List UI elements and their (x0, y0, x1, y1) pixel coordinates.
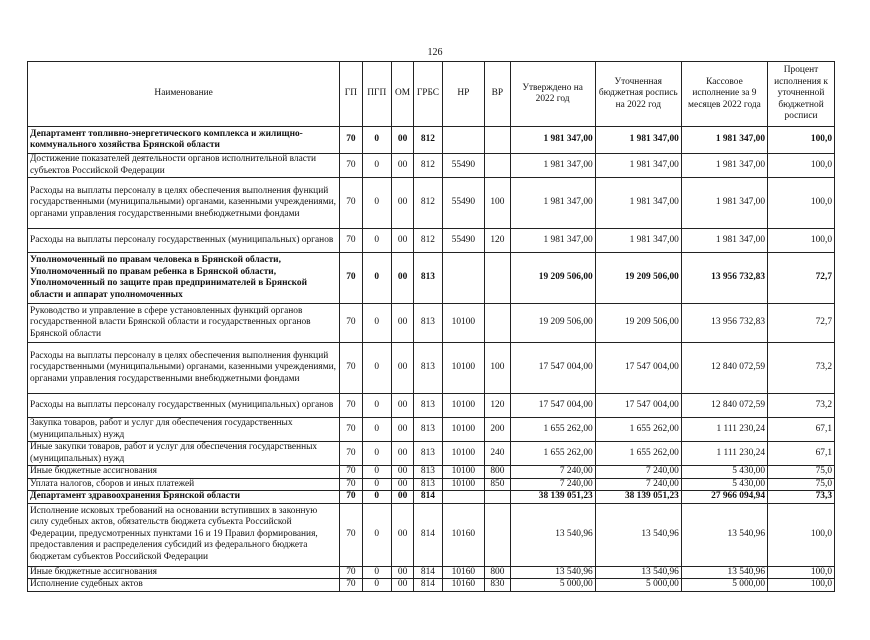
cell-percent: 100,0 (768, 127, 835, 154)
cell-name: Иные бюджетные ассигнования (28, 466, 340, 479)
cell-percent: 100,0 (768, 579, 835, 592)
cell-gp: 70 (340, 466, 362, 479)
table-row (28, 253, 835, 304)
cell-vr: 100 (485, 178, 510, 229)
cell-percent: 100,0 (768, 229, 835, 253)
cell-np (442, 491, 485, 504)
cell-approved: 38 139 051,23 (510, 491, 595, 504)
cell-refined: 7 240,00 (595, 466, 681, 479)
cell-refined: 1 981 347,00 (595, 127, 681, 154)
cell-ppgp: 0 (362, 579, 391, 592)
cell-cash: 27 966 094,94 (681, 491, 767, 504)
cell-cash: 1 981 347,00 (681, 154, 767, 178)
cell-om: 00 (391, 566, 413, 579)
table-row (28, 394, 835, 418)
cell-ppgp: 0 (362, 442, 391, 466)
cell-vr (485, 253, 510, 304)
cell-np: 10100 (442, 394, 485, 418)
cell-vr: 830 (485, 579, 510, 592)
cell-percent: 72,7 (768, 253, 835, 304)
table-row (28, 304, 835, 343)
cell-name: Уполномоченный по правам человека в Брянской области, Уполномоченный по правам ребенка в Брянской области, Уполномоченный по защите прав предпринимателей в Брянской области и аппарат уполномоченных (28, 253, 340, 304)
cell-approved: 13 540,96 (510, 503, 595, 566)
cell-om: 00 (391, 304, 413, 343)
cell-approved: 19 209 506,00 (510, 253, 595, 304)
cell-approved: 7 240,00 (510, 478, 595, 491)
table-body (28, 127, 835, 592)
table-row (28, 466, 835, 479)
cell-ppgp: 0 (362, 503, 391, 566)
cell-gp: 70 (340, 478, 362, 491)
cell-cash: 1 981 347,00 (681, 178, 767, 229)
cell-ppgp: 0 (362, 229, 391, 253)
cell-name: Департамент топливно-энергетического комплекса и жилищно-коммунального хозяйства Брянской области (28, 127, 340, 154)
cell-approved: 1 655 262,00 (510, 418, 595, 442)
cell-np: 10100 (442, 304, 485, 343)
cell-ppgp: 0 (362, 566, 391, 579)
cell-om: 00 (391, 579, 413, 592)
cell-grbs: 813 (414, 394, 442, 418)
table-header-row (28, 62, 835, 127)
cell-om: 00 (391, 343, 413, 394)
cell-ppgp: 0 (362, 304, 391, 343)
cell-np: 10100 (442, 478, 485, 491)
budget-execution-table (27, 61, 835, 592)
cell-name: Расходы на выплаты персоналу государственных (муниципальных) органов (28, 394, 340, 418)
cell-refined: 5 000,00 (595, 579, 681, 592)
cell-name: Расходы на выплаты персоналу государственных (муниципальных) органов (28, 229, 340, 253)
cell-vr (485, 503, 510, 566)
cell-gp: 70 (340, 394, 362, 418)
col-header-gp: ГП (340, 62, 362, 127)
cell-refined: 1 655 262,00 (595, 418, 681, 442)
cell-np: 10100 (442, 442, 485, 466)
cell-gp: 70 (340, 503, 362, 566)
cell-cash: 13 540,96 (681, 566, 767, 579)
cell-vr: 800 (485, 466, 510, 479)
cell-grbs: 813 (414, 478, 442, 491)
cell-refined: 17 547 004,00 (595, 343, 681, 394)
cell-om: 00 (391, 127, 413, 154)
cell-name: Иные закупки товаров, работ и услуг для обеспечения государственных (муниципальных) нужд (28, 442, 340, 466)
cell-cash: 1 981 347,00 (681, 229, 767, 253)
cell-approved: 13 540,96 (510, 566, 595, 579)
cell-np: 10100 (442, 466, 485, 479)
col-header-np: НР (442, 62, 485, 127)
cell-grbs: 813 (414, 253, 442, 304)
cell-grbs: 813 (414, 418, 442, 442)
table-row (28, 491, 835, 504)
cell-vr (485, 127, 510, 154)
cell-grbs: 814 (414, 566, 442, 579)
cell-ppgp: 0 (362, 418, 391, 442)
cell-cash: 5 430,00 (681, 466, 767, 479)
table-row (28, 154, 835, 178)
cell-np: 10160 (442, 503, 485, 566)
col-header-approved: Утверждено на 2022 год (510, 62, 595, 127)
cell-approved: 1 981 347,00 (510, 229, 595, 253)
col-header-om: ОМ (391, 62, 413, 127)
cell-gp: 70 (340, 178, 362, 229)
cell-vr: 120 (485, 229, 510, 253)
col-header-grbs: ГРБС (414, 62, 442, 127)
cell-percent: 100,0 (768, 154, 835, 178)
cell-vr: 850 (485, 478, 510, 491)
cell-gp: 70 (340, 154, 362, 178)
cell-approved: 1 981 347,00 (510, 154, 595, 178)
cell-vr: 120 (485, 394, 510, 418)
cell-om: 00 (391, 478, 413, 491)
cell-refined: 1 981 347,00 (595, 154, 681, 178)
cell-ppgp: 0 (362, 154, 391, 178)
cell-om: 00 (391, 491, 413, 504)
cell-om: 00 (391, 154, 413, 178)
cell-gp: 70 (340, 418, 362, 442)
cell-gp: 70 (340, 491, 362, 504)
cell-name: Уплата налогов, сборов и иных платежей (28, 478, 340, 491)
table-row (28, 127, 835, 154)
cell-ppgp: 0 (362, 253, 391, 304)
cell-ppgp: 0 (362, 178, 391, 229)
page-number: 126 (427, 47, 443, 58)
cell-ppgp: 0 (362, 491, 391, 504)
cell-gp: 70 (340, 253, 362, 304)
col-header-vr: ВР (485, 62, 510, 127)
cell-gp: 70 (340, 229, 362, 253)
cell-ppgp: 0 (362, 343, 391, 394)
cell-grbs: 813 (414, 343, 442, 394)
cell-cash: 13 956 732,83 (681, 253, 767, 304)
cell-name: Расходы на выплаты персоналу в целях обеспечения выполнения функций государственными (муниципальными) органами, казенными учреждениями, органами управления государственными внебюджетными фондами (28, 343, 340, 394)
cell-om: 00 (391, 418, 413, 442)
cell-vr: 800 (485, 566, 510, 579)
cell-approved: 1 981 347,00 (510, 127, 595, 154)
cell-approved: 19 209 506,00 (510, 304, 595, 343)
cell-np (442, 253, 485, 304)
cell-np: 10160 (442, 566, 485, 579)
col-header-ppgp: ПГП (362, 62, 391, 127)
cell-om: 00 (391, 394, 413, 418)
cell-refined: 19 209 506,00 (595, 304, 681, 343)
cell-np: 55490 (442, 154, 485, 178)
cell-cash: 5 430,00 (681, 478, 767, 491)
table-row (28, 503, 835, 566)
col-header-refined: Уточненная бюджетная роспись на 2022 год (595, 62, 681, 127)
table-row (28, 178, 835, 229)
cell-percent: 100,0 (768, 178, 835, 229)
cell-cash: 1 111 230,24 (681, 442, 767, 466)
cell-name: Руководство и управление в сфере установленных функций органов государственной власти Брянской области и государственных органов Брянской области (28, 304, 340, 343)
cell-refined: 13 540,96 (595, 566, 681, 579)
cell-percent: 67,1 (768, 442, 835, 466)
cell-name: Департамент здравоохранения Брянской области (28, 491, 340, 504)
cell-np (442, 127, 485, 154)
cell-name: Расходы на выплаты персоналу в целях обеспечения выполнения функций государственными (муниципальными) органами, казенными учреждениями, органами управления государственными внебюджетными фондами (28, 178, 340, 229)
cell-percent: 67,1 (768, 418, 835, 442)
cell-percent: 100,0 (768, 566, 835, 579)
table-row (28, 442, 835, 466)
cell-name: Достижение показателей деятельности органов исполнительной власти субъектов Российской Федерации (28, 154, 340, 178)
cell-om: 00 (391, 229, 413, 253)
cell-om: 00 (391, 253, 413, 304)
cell-ppgp: 0 (362, 466, 391, 479)
cell-grbs: 813 (414, 442, 442, 466)
cell-grbs: 812 (414, 178, 442, 229)
cell-np: 10100 (442, 343, 485, 394)
cell-grbs: 814 (414, 491, 442, 504)
cell-vr: 200 (485, 418, 510, 442)
cell-approved: 7 240,00 (510, 466, 595, 479)
cell-name: Исполнение исковых требований на основании вступивших в законную силу судебных актов, обязательств бюджета субъекта Российской Федерации, предусмотренных пунктами 16 и 19 Правил формирования, предоставления и распределения субсидий из федерального бюджета бюджетам субъектов Российской Федерации (28, 503, 340, 566)
cell-np: 10160 (442, 579, 485, 592)
cell-vr: 240 (485, 442, 510, 466)
cell-grbs: 812 (414, 229, 442, 253)
table-row (28, 566, 835, 579)
cell-om: 00 (391, 503, 413, 566)
cell-grbs: 812 (414, 127, 442, 154)
cell-cash: 13 956 732,83 (681, 304, 767, 343)
cell-gp: 70 (340, 127, 362, 154)
cell-refined: 1 981 347,00 (595, 229, 681, 253)
cell-approved: 17 547 004,00 (510, 394, 595, 418)
cell-ppgp: 0 (362, 394, 391, 418)
cell-grbs: 814 (414, 503, 442, 566)
cell-np: 55490 (442, 229, 485, 253)
cell-percent: 75,0 (768, 478, 835, 491)
cell-ppgp: 0 (362, 127, 391, 154)
cell-name: Иные бюджетные ассигнования (28, 566, 340, 579)
col-header-name: Наименование (28, 62, 340, 127)
table-row (28, 478, 835, 491)
cell-gp: 70 (340, 304, 362, 343)
cell-name: Закупка товаров, работ и услуг для обеспечения государственных (муниципальных) нужд (28, 418, 340, 442)
cell-refined: 38 139 051,23 (595, 491, 681, 504)
table-row (28, 418, 835, 442)
cell-ppgp: 0 (362, 478, 391, 491)
cell-cash: 1 981 347,00 (681, 127, 767, 154)
cell-vr (485, 154, 510, 178)
col-header-percent: Процент исполнения к уточненной бюджетной росписи (768, 62, 835, 127)
cell-percent: 73,2 (768, 343, 835, 394)
cell-percent: 100,0 (768, 503, 835, 566)
cell-grbs: 812 (414, 154, 442, 178)
cell-om: 00 (391, 466, 413, 479)
cell-cash: 12 840 072,59 (681, 343, 767, 394)
table-row (28, 579, 835, 592)
cell-percent: 73,2 (768, 394, 835, 418)
cell-grbs: 813 (414, 466, 442, 479)
cell-vr (485, 491, 510, 504)
cell-refined: 17 547 004,00 (595, 394, 681, 418)
cell-approved: 1 655 262,00 (510, 442, 595, 466)
cell-vr (485, 304, 510, 343)
table-row (28, 343, 835, 394)
cell-gp: 70 (340, 566, 362, 579)
col-header-cash: Кассовое исполнение за 9 месяцев 2022 года (681, 62, 767, 127)
cell-cash: 5 000,00 (681, 579, 767, 592)
cell-refined: 19 209 506,00 (595, 253, 681, 304)
cell-percent: 72,7 (768, 304, 835, 343)
cell-gp: 70 (340, 442, 362, 466)
cell-approved: 1 981 347,00 (510, 178, 595, 229)
cell-cash: 12 840 072,59 (681, 394, 767, 418)
cell-om: 00 (391, 442, 413, 466)
cell-om: 00 (391, 178, 413, 229)
cell-np: 10100 (442, 418, 485, 442)
cell-grbs: 813 (414, 304, 442, 343)
cell-vr: 100 (485, 343, 510, 394)
cell-gp: 70 (340, 343, 362, 394)
cell-refined: 1 981 347,00 (595, 178, 681, 229)
cell-cash: 1 111 230,24 (681, 418, 767, 442)
cell-refined: 13 540,96 (595, 503, 681, 566)
cell-approved: 5 000,00 (510, 579, 595, 592)
cell-cash: 13 540,96 (681, 503, 767, 566)
cell-np: 55490 (442, 178, 485, 229)
cell-refined: 1 655 262,00 (595, 442, 681, 466)
cell-gp: 70 (340, 579, 362, 592)
cell-refined: 7 240,00 (595, 478, 681, 491)
cell-percent: 75,0 (768, 466, 835, 479)
cell-name: Исполнение судебных актов (28, 579, 340, 592)
cell-percent: 73,3 (768, 491, 835, 504)
cell-approved: 17 547 004,00 (510, 343, 595, 394)
table-row (28, 229, 835, 253)
cell-grbs: 814 (414, 579, 442, 592)
